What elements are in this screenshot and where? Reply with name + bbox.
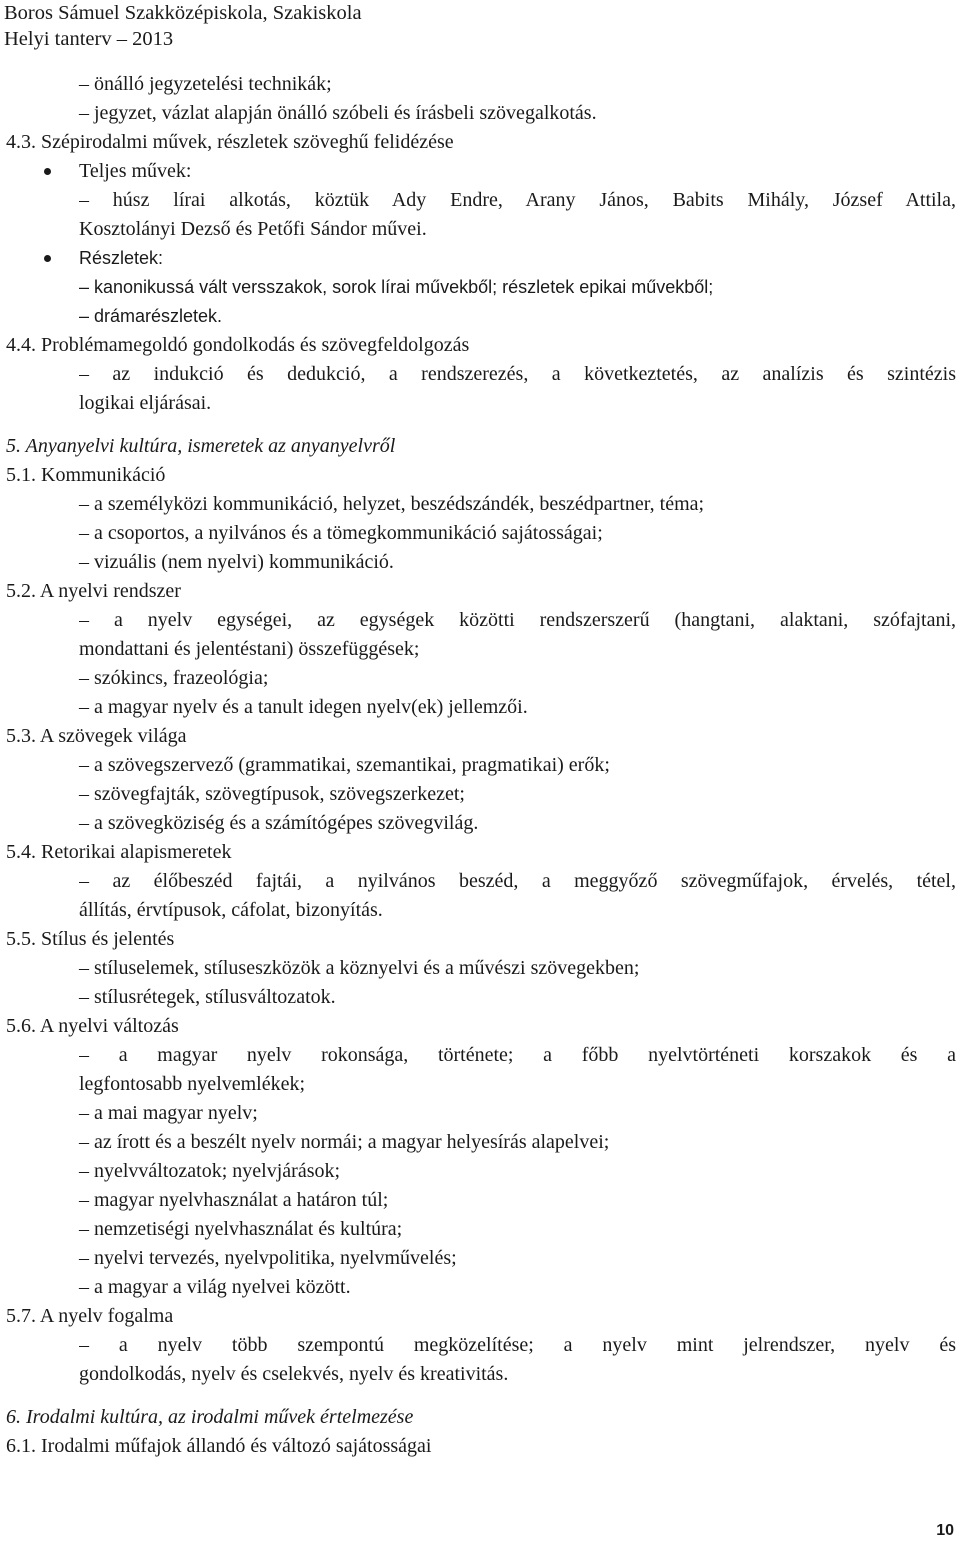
list-item: – a csoportos, a nyilvános és a tömegkommunikáció sajátosságai; [79, 522, 603, 544]
list-item: – szövegfajták, szövegtípusok, szövegszerkezet; [79, 783, 465, 805]
list-item: – magyar nyelvhasználat a határon túl; [79, 1189, 389, 1211]
list-item: – a nyelv egységei, az egységek közötti rendszerszerű (hangtani, alaktani, szófajtani, [79, 609, 956, 631]
list-item: – a szövegköziség és a számítógépes szövegvilág. [79, 812, 479, 834]
list-item: – a mai magyar nyelv; [79, 1102, 258, 1124]
list-item: – a magyar a világ nyelvei között. [79, 1276, 351, 1298]
list-item: – nyelvváltozatok; nyelvjárások; [79, 1160, 341, 1182]
page-number: 10 [936, 1522, 954, 1539]
section-heading: 4.3. Szépirodalmi művek, részletek szöveghű felidézése [6, 131, 454, 153]
list-item: – önálló jegyzetelési technikák; [79, 73, 332, 95]
section-heading: 5.1. Kommunikáció [6, 464, 166, 486]
chapter-heading: 6. Irodalmi kultúra, az irodalmi művek értelmezése [6, 1406, 414, 1428]
list-item: – az indukció és dedukció, a rendszerezés, a következtetés, az analízis és szintézis [79, 363, 956, 385]
list-item-continuation: állítás, érvtípusok, cáfolat, bizonyítás. [79, 899, 383, 921]
list-item: – stílusrétegek, stílusváltozatok. [79, 986, 336, 1008]
list-item: – stíluselemek, stíluseszközök a köznyelvi és a művészi szövegekben; [79, 957, 640, 979]
chapter-heading: 5. Anyanyelvi kultúra, ismeretek az anyanyelvről [6, 435, 396, 457]
list-item: – húsz lírai alkotás, köztük Ady Endre, Arany János, Babits Mihály, József Attila, [79, 189, 956, 211]
list-item: – a nyelv több szempontú megközelítése; a nyelv mint jelrendszer, nyelv és [79, 1334, 956, 1356]
list-item: – drámarészletek. [79, 306, 223, 326]
section-heading: 4.4. Problémamegoldó gondolkodás és szövegfeldolgozás [6, 334, 470, 356]
list-item-continuation: gondolkodás, nyelv és cselekvés, nyelv és kreativitás. [79, 1363, 509, 1385]
section-heading: 6.1. Irodalmi műfajok állandó és változó sajátosságai [6, 1435, 432, 1457]
list-item: – a személyközi kommunikáció, helyzet, beszédszándék, beszédpartner, téma; [79, 493, 705, 515]
list-item: – a magyar nyelv és a tanult idegen nyelv(ek) jellemzői. [79, 696, 528, 718]
section-heading: 5.7. A nyelv fogalma [6, 1305, 174, 1327]
list-item: – vizuális (nem nyelvi) kommunikáció. [79, 551, 394, 573]
document-body [6, 70, 956, 1461]
bullet-label: Részletek: [79, 248, 164, 268]
list-item: – a szövegszervező (grammatikai, szemantikai, pragmatikai) erők; [79, 754, 610, 776]
list-item: – kanonikussá vált versszakok, sorok lírai művekből; részletek epikai művekből; [79, 277, 714, 297]
list-item-continuation: legfontosabb nyelvemlékek; [79, 1073, 306, 1095]
bullet-item [6, 157, 956, 186]
section-heading: 5.3. A szövegek világa [6, 725, 187, 747]
list-item: – az élőbeszéd fajtái, a nyilvános beszéd, a meggyőző szövegműfajok, érvelés, tétel, [79, 870, 956, 892]
list-item: – szókincs, frazeológia; [79, 667, 269, 689]
list-item: – az írott és a beszélt nyelv normái; a magyar helyesírás alapelvei; [79, 1131, 610, 1153]
list-item: – a magyar nyelv rokonsága, története; a főbb nyelvtörténeti korszakok és a [79, 1044, 956, 1066]
section-heading: 5.5. Stílus és jelentés [6, 928, 175, 950]
bullet-icon [44, 255, 51, 262]
list-item-continuation: Kosztolányi Dezső és Petőfi Sándor művei. [79, 218, 427, 240]
list-item: – nemzetiségi nyelvhasználat és kultúra; [79, 1218, 403, 1240]
curriculum-title: Helyi tanterv – 2013 [4, 28, 174, 50]
bullet-item [6, 244, 956, 273]
list-item-continuation: logikai eljárásai. [79, 392, 212, 414]
section-heading: 5.2. A nyelvi rendszer [6, 580, 181, 602]
page-header [4, 0, 944, 52]
school-name: Boros Sámuel Szakközépiskola, Szakiskola [4, 2, 362, 24]
section-heading: 5.4. Retorikai alapismeretek [6, 841, 232, 863]
list-item: – jegyzet, vázlat alapján önálló szóbeli és írásbeli szövegalkotás. [79, 102, 597, 124]
section-heading: 5.6. A nyelvi változás [6, 1015, 179, 1037]
bullet-label: Teljes művek: [79, 160, 192, 182]
list-item: – nyelvi tervezés, nyelvpolitika, nyelvművelés; [79, 1247, 457, 1269]
bullet-icon [44, 168, 51, 175]
list-item-continuation: mondattani és jelentéstani) összefüggések; [79, 638, 420, 660]
